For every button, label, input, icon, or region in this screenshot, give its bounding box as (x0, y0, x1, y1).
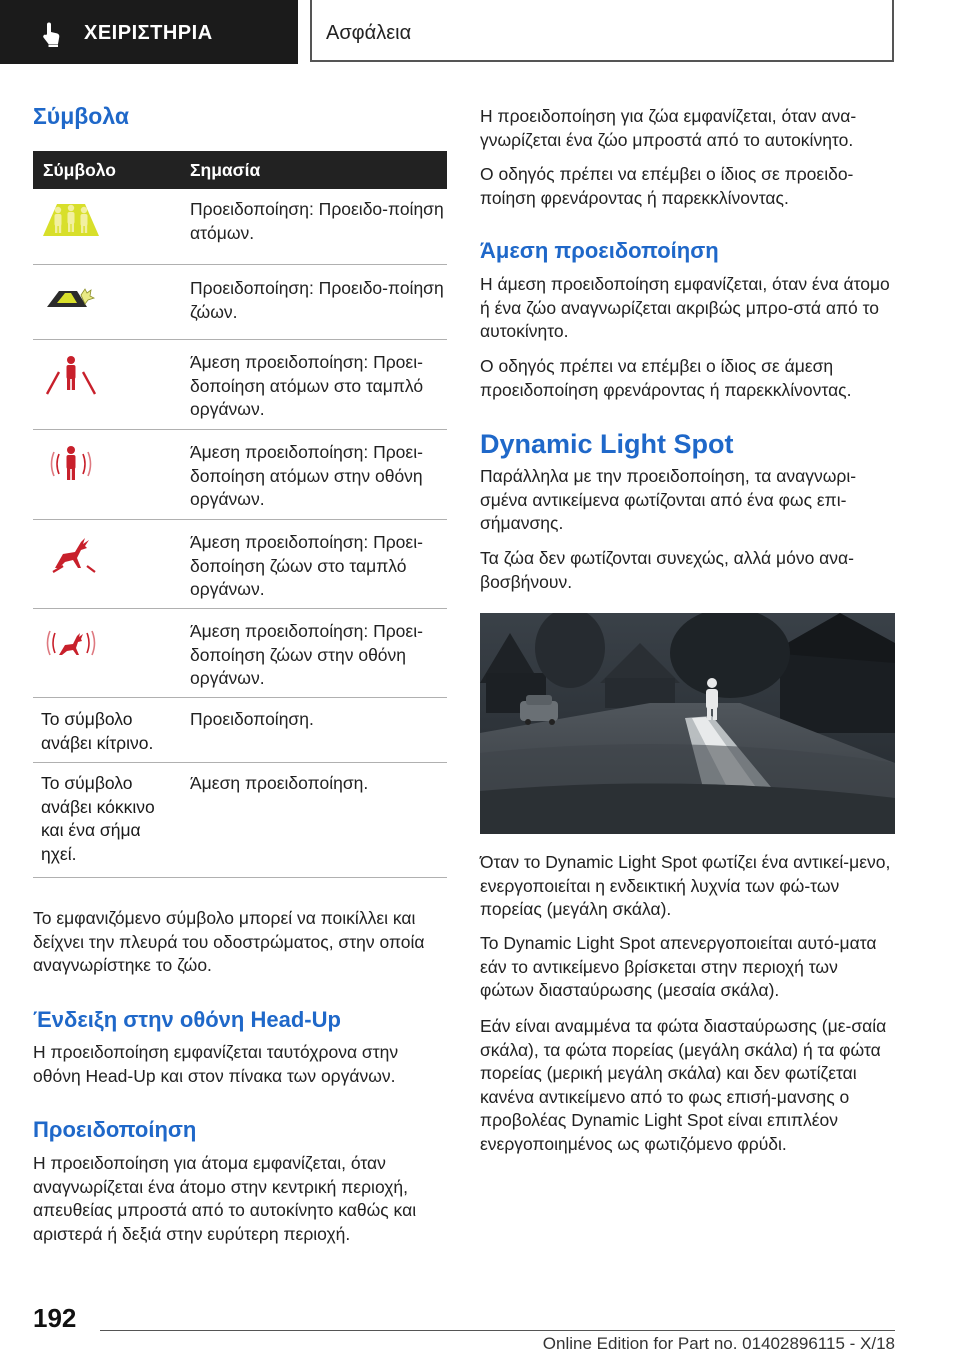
footer-edition: Online Edition for Part no. 01402896115 - X/18 (542, 1334, 895, 1353)
after-photo-paragraph-1: Όταν το Dynamic Light Spot φωτίζει ένα αντικεί-μενο, ενεργοποιείται η ενδεικτική λυχνία των φώ-των πορείας (μεγάλη σκάλα). (480, 852, 891, 919)
table-row-meaning: Άμεση προειδοποίηση: Προει-δοποίηση ατόμων στην οθόνη οργάνων. (190, 442, 423, 509)
header-tab-label: ΧΕΙΡΙΣΤΗΡΙΑ (84, 22, 213, 44)
driver-intervene-paragraph: Ο οδηγός πρέπει να επέμβει ο ίδιος σε προειδο-ποίηση φρενάροντας ή παρεκκλίνοντας. (480, 164, 854, 208)
dls-paragraph-1: Παράλληλα με την προειδοποίηση, τα αναγνωρι-σμένα αντικείμενα φωτίζονται από ένα φως επι-σήμανσης. (480, 466, 857, 533)
table-row (33, 189, 447, 265)
header-tab-safety-label: Ασφάλεια (326, 22, 412, 44)
page-number: 192 (33, 1303, 77, 1333)
symbols-heading: Σύμβολα (33, 103, 129, 129)
table-row-symbol-text: Το σύμβολο ανάβει κίτρινο. (41, 709, 154, 753)
table-row-meaning: Προειδοποίηση: Προειδο-ποίηση ζώων. (190, 278, 444, 322)
table-row (33, 763, 447, 878)
after-photo-paragraph-3: Εάν είναι αναμμένα τα φώτα διασταύρωσης (με-σαία σκάλα), τα φώτα πορείας (μεγάλη σκάλα) ή τα φώτα πορείας (μερική μεγάλη σκάλα) και δεν φωτίζεται κανένα αντικείμενο από το φως επισή-μανσης ο προβολέας Dynamic Light Spot είναι επιπλέον ενεργοποιημένος ως φωτιζόμενο φρύδι. (480, 1016, 887, 1154)
table-row-meaning: Άμεση προειδοποίηση: Προει-δοποίηση ζώων στο ταμπλό οργάνων. (190, 532, 423, 599)
night-road-illustration (480, 613, 895, 834)
table-row-meaning: Προειδοποίηση: Προειδο-ποίηση ατόμων. (190, 199, 444, 243)
table-header (33, 151, 447, 189)
table-row (33, 520, 447, 609)
animal-warning-paragraph: Η προειδοποίηση για ζώα εμφανίζεται, όταν ανα-γνωρίζεται ένα ζώο μπροστά από το αυτοκίνητο. (480, 106, 857, 150)
symbols-table (33, 151, 447, 878)
table-row-meaning: Άμεση προειδοποίηση. (190, 773, 369, 793)
dls-paragraph-2: Τα ζώα δεν φωτίζονται συνεχώς, αλλά μόνο ανα-βοσβήνουν. (480, 548, 854, 592)
table-row-meaning: Άμεση προειδοποίηση: Προει-δοποίηση ατόμων στο ταμπλό οργάνων. (190, 352, 424, 419)
table-row-meaning: Προειδοποίηση. (190, 709, 314, 729)
warning-paragraph: Η προειδοποίηση για άτομα εμφανίζεται, όταν αναγνωρίζεται ένα άτομο στην κεντρική περιοχή, απευθείας μπροστά από το αυτοκίνητο καθώς και αριστερά ή δεξιά στην ευρύτερη περιοχή. (33, 1153, 417, 1244)
header-tab-controls[interactable] (0, 0, 298, 64)
acute-driver-paragraph: Ο οδηγός πρέπει να επέμβει ο ίδιος σε άμεση προειδοποίηση φρενάροντας ή παρεκκλίνοντας. (480, 356, 852, 400)
headup-heading: Ένδειξη στην οθόνη Head-Up (33, 1007, 341, 1032)
person-acute-warning-icon (41, 351, 101, 397)
hand-pointer-icon (38, 20, 66, 48)
person-acute-warning-display-icon (41, 441, 101, 487)
table-row-symbol-text: Το σύμβολο ανάβει κόκκινο και ένα σήμα ηχεί. (41, 773, 155, 864)
acute-warning-paragraph: Η άμεση προειδοποίηση εμφανίζεται, όταν ένα άτομο ή ένα ζώο αναγνωρίζεται ακριβώς μπρο-στά από το αυτοκίνητο. (480, 274, 890, 341)
animal-warning-icon (41, 277, 101, 317)
acute-warning-heading: Άμεση προειδοποίηση (480, 238, 719, 263)
table-header-meaning: Σημασία (190, 159, 261, 180)
deer-acute-warning-icon (41, 531, 101, 577)
after-photo-paragraph-2: Το Dynamic Light Spot απενεργοποιείται αυτό-ματα εάν το αντικείμενο βρίσκεται στην περιοχή των φώτων διασταύρωσης (μεσαία σκάλα). (480, 933, 877, 1000)
table-header-symbol: Σύμβολο (43, 159, 116, 180)
deer-acute-warning-display-icon (41, 620, 101, 666)
table-row (33, 430, 447, 520)
pedestrians-warning-icon (41, 198, 101, 238)
headup-paragraph: Η προειδοποίηση εμφανίζεται ταυτόχρονα στην οθόνη Head-Up και στον πίνακα των οργάνων. (33, 1042, 399, 1086)
footer-divider (100, 1330, 895, 1331)
table-row (33, 698, 447, 763)
table-row (33, 265, 447, 340)
dynamic-light-spot-heading: Dynamic Light Spot (480, 429, 734, 459)
table-row-meaning: Άμεση προειδοποίηση: Προει-δοποίηση ζώων στην οθόνη οργάνων. (190, 621, 423, 688)
table-row (33, 340, 447, 430)
header-tab-safety[interactable] (310, 0, 894, 62)
after-table-paragraph: Το εμφανιζόμενο σύμβολο μπορεί να ποικίλλει και δείχνει την πλευρά του οδοστρώματος, στην οποία αναγνωρίστηκε το ζώο. (33, 908, 425, 975)
dynamic-light-spot-photo (480, 613, 895, 834)
table-row (33, 609, 447, 698)
warning-heading: Προειδοποίηση (33, 1117, 197, 1142)
